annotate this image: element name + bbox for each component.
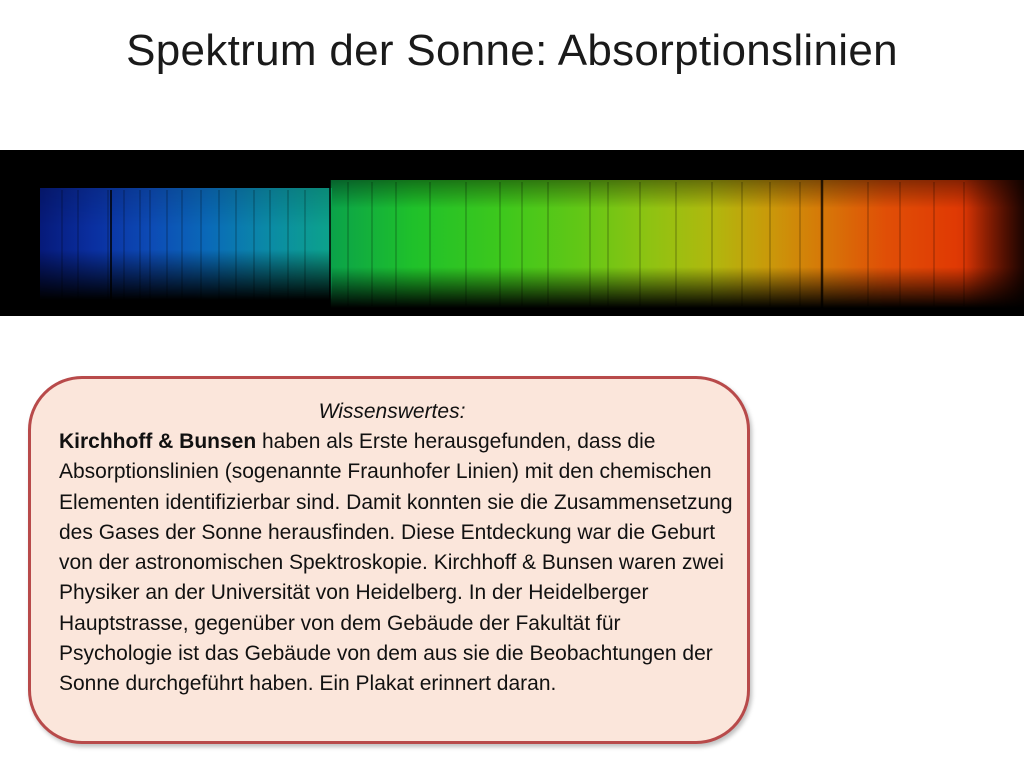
spectrum-right-fade — [964, 150, 1024, 316]
info-box-heading: Wissenswertes: — [318, 400, 466, 423]
fraunhofer-lines — [0, 150, 1024, 316]
info-box-body: haben als Erste herausgefunden, dass die Absorptionslinien (sogenannte Fraunhofer Linien) mit den chemischen Elementen identifizierbar sind. Damit konnten sie die Zusammensetzung des Gases der Sonne herausfinden. Diese Entdeckung war die Geburt von der astronomischen Spektroskopie. Kirchhoff & Bunsen waren zwei Physiker an der Universität von Heidelberg. In der Heidelberger Hauptstrasse, gegenüber von dem Gebäude der Fakultät für Psychologie ist das Gebäude von dem aus sie die Beobachtungen der Sonne durchgeführt haben. Ein Plakat erinnert daran. — [59, 430, 733, 696]
slide-title: Spektrum der Sonne: Absorptionslinien — [126, 26, 898, 75]
info-box — [28, 376, 750, 744]
solar-spectrum-image — [0, 150, 1024, 316]
info-box-text — [59, 427, 739, 700]
info-box-bold-lead: Kirchhoff & Bunsen — [59, 430, 257, 453]
